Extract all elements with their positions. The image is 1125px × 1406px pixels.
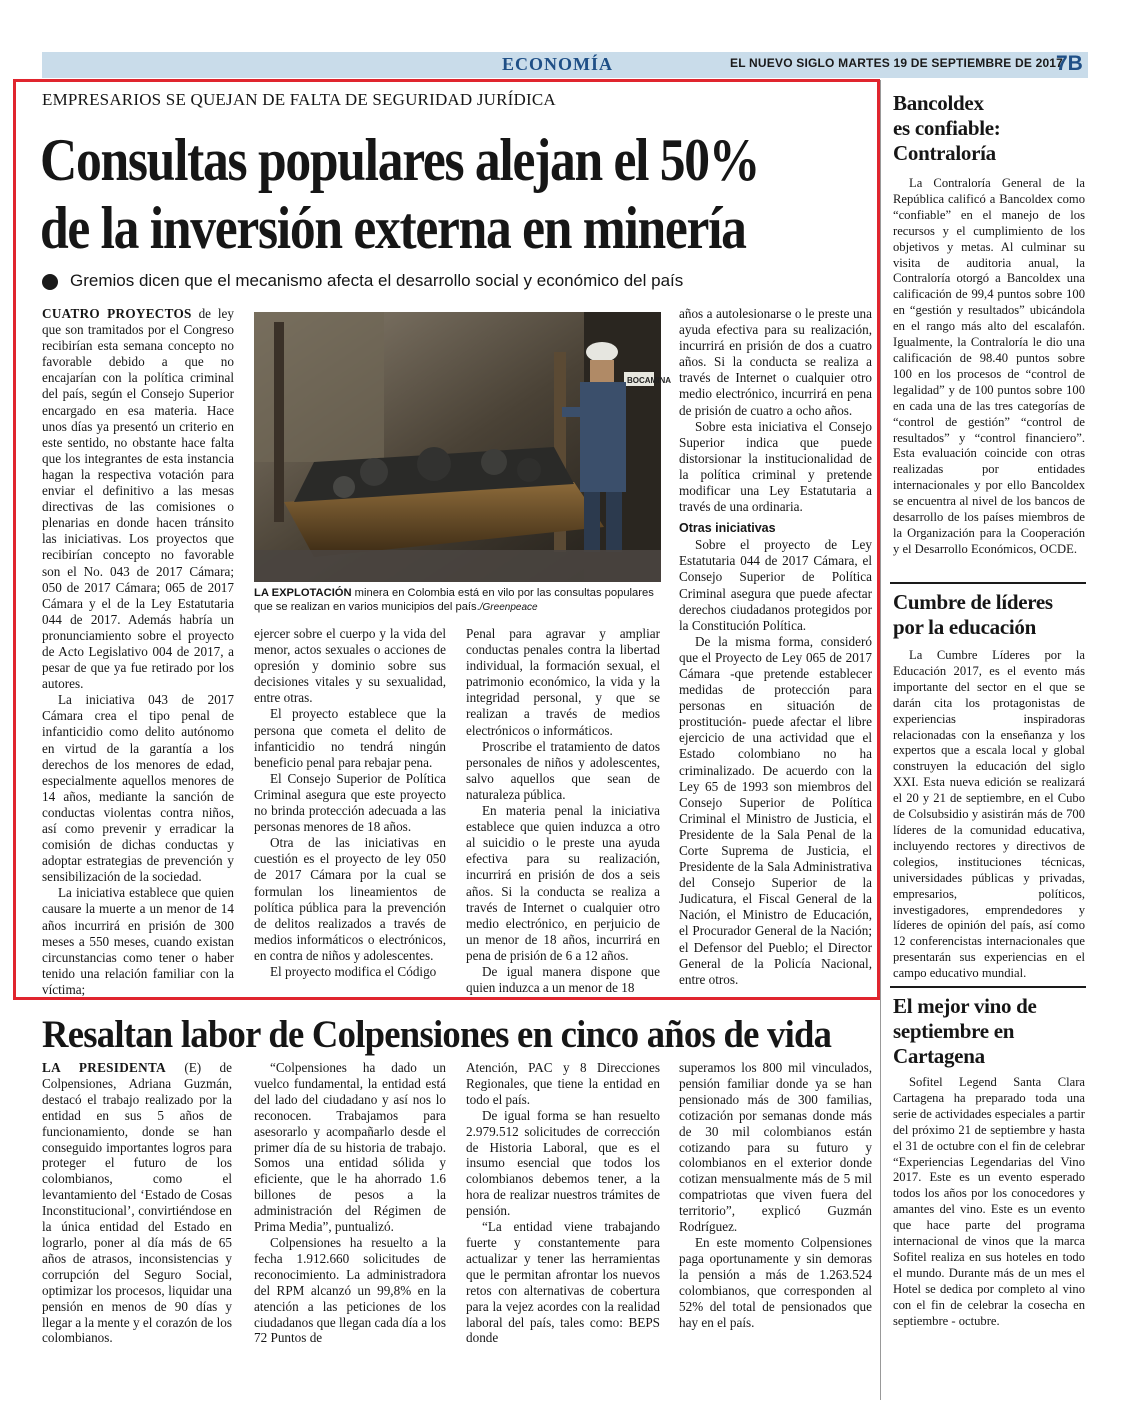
- article-paragraph: años a autolesionarse o le preste una ayuda efectiva para su realización, incurrirá en prisión de dos a cuatro años. Si la conducta se realiza a través de Internet o cualquier otro medio electrónico, incurrirá en pena de prisión de cuatro a ocho años.: [679, 306, 872, 418]
- column-divider: [880, 80, 881, 1400]
- sidebar-story-3-body: Sofitel Legend Santa Clara Cartagena ha preparado toda una serie de actividades especiales a partir del próximo 21 de septiembre y hasta el 31 de octubre con el fin de celebrar “Experiencias Legendarias del Vino 2017. Este es un evento esperado todos los años por los conocedores y amantes del vino. Este es un evento que hace parte del programa internacional de vinos que la marca Sofitel realiza en sus hoteles en todo el mundo. Durante más de un mes el Hotel se dedica por completo al vino con el fin de celebrar la cosecha en septiembre - octubre.: [893, 1075, 1085, 1328]
- article-paragraph: Otra de las iniciativas en cuestión es el proyecto de ley 050 de 2017 Cámara por la cual se formulan los lineamientos de política pública para la prevención de delitos realizados a través de medios informáticos o electrónicos, en contra de niños y adolescentes.: [254, 835, 446, 963]
- article-paragraph: ejercer sobre el cuerpo y la vida del menor, actos sexuales o acciones de opresión y dominio sobre sus decisiones vitales y su sexualidad, entre otras.: [254, 626, 446, 706]
- mining-photo: [254, 312, 671, 582]
- article-paragraph: En este momento Colpensiones paga oportunamente y sin demoras la pensión a más de 1.263.524 colombianos, que corresponden al 52% del total de pensionados que hay en el país.: [679, 1234, 872, 1330]
- sidebar-story-3-title: El mejor vino de septiembre en Cartagena: [893, 994, 1037, 1068]
- bullet-icon: [42, 274, 58, 290]
- article-paragraph: La iniciativa 043 de 2017 Cámara crea el tipo penal de infanticidio como delito autónomo en virtud de la garantía a los derechos de los menores de edad, especialmente aquellos menores de 14 años, mediante la sanción de conductas violentas contra niños, así como prevenir y erradicar la comisión de dichas conductas y adoptar estrategias de prevención y sensibilización de la sociedad.: [42, 692, 234, 885]
- article-paragraph: CUATRO PROYECTOS de ley que son tramitados por el Congreso recibirían esta semana concepto no favorable debido a que no encajarían con la política criminal del país, según el Consejo Superior encargado en esa materia. Hace unos días ya presentó un criterio en este sentido, no obstante hace falta que los integrantes de esta instancia hagan la respectiva votación para enviar el definitivo a las mesas directivas de las comisiones o plenarias en donde hacen tránsito las iniciativas. Los proyectos que recibirían concepto no favorable son el No. 043 de 2017 Cámara; 050 de 2017 Cámara; 065 de 2017 Cámara y el de la Ley Estatutaria 044 de 2017. Además habría un pronunciamiento sobre el proyecto de Acto Legislativo 004 de 2017, a pesar de que ya fue retirado por los autores.: [42, 306, 234, 692]
- kicker: EMPRESARIOS SE QUEJAN DE FALTA DE SEGURIDAD JURÍDICA: [42, 90, 556, 109]
- article-column-3: [466, 626, 660, 996]
- article-paragraph: Penal para agravar y ampliar conductas penales contra la libertad individual, la formación sexual, el patrimonio económico, la vida y la integridad personal, y que se realizan a través de medios electrónicos o informáticos.: [466, 626, 660, 738]
- article-paragraph: El proyecto establece que la persona que cometa el delito de infanticidio no tendrá ningún beneficio penal para rebajar pena.: [254, 706, 446, 770]
- article-paragraph: De igual forma se han resuelto 2.979.512 solicitudes de corrección de Historia Laboral, que es el insumo esencial que todos los colombianos debemos tener, a la hora de realizar nuestros trámites de pensión.: [466, 1107, 660, 1219]
- subhead: Otras iniciativas: [679, 521, 776, 536]
- headline-line-1: Consultas populares alejan el 50%: [40, 127, 760, 193]
- article-paragraph: “Colpensiones ha dado un vuelco fundamental, la entidad está del lado del ciudadano y así nos lo reconocen. Trabajamos para asesorarlo y acompañarlo desde el primer día de su historia de trabajo. Somos una entidad sólida y eficiente, que le ha ahorrado 1.6 billones de pesos a la administración del Régimen de Prima Media”, puntualizó.: [254, 1060, 446, 1235]
- article-paragraph: Sobre esta iniciativa el Consejo Superior indica que puede distorsionar la institucionalidad de la política criminal y pretende modificar una Ley Estatutaria a través de una ordinaria.: [679, 418, 872, 515]
- second-story-column-4: [679, 1060, 872, 1330]
- second-story-column-1: [42, 1060, 232, 1346]
- photo-sign: BOCAMINA: [627, 376, 671, 385]
- sidebar-rule: [890, 582, 1086, 584]
- article-paragraph: La iniciativa establece que quien causare la muerte a un menor de 14 años incurrirá en prisión de 300 meses a 550 meses, cuando existan circunstancias como tener o haber tenido una relación familiar con la víctima;: [42, 885, 234, 997]
- sidebar-rule: [890, 986, 1086, 988]
- article-paragraph: Colpensiones ha resuelto a la fecha 1.912.660 solicitudes de reconocimiento. La administradora del RPM alcanzó un 99,8% en la atención a las peticiones de los ciudadanos que llegan cada día a los 72 Puntos de: [254, 1234, 446, 1346]
- article-paragraph: “La entidad viene trabajando fuerte y constantemente para actualizar y tener las herramientas que le permitan afrontar los nuevos retos con alternativas de cobertura para la vejez acordes con la realidad laboral del país, tales como: BEPS donde: [466, 1219, 660, 1346]
- second-story-column-3: [466, 1060, 660, 1346]
- caption-lead: LA EXPLOTACIÓN: [254, 587, 352, 599]
- second-story-headline: Resaltan labor de Colpensiones en cinco años de vida: [42, 1013, 832, 1056]
- lead-word: CUATRO PROYECTOS: [42, 306, 192, 321]
- article-column-4: [679, 306, 872, 988]
- article-column-2: [254, 626, 446, 980]
- article-paragraph: En materia penal la iniciativa establece que quien induzca a otro al suicidio o le preste una ayuda efectiva para su realización, incurrirá en prisión de dos a seis años. Si la conducta se realiza a través de Internet o cualquier otro medio electrónico, en perjuicio de un menor de 18 años, incurrirá en pena de prisión de 6 a 12 años.: [466, 803, 660, 963]
- photo-credit: /Greenpeace: [479, 602, 538, 613]
- sidebar-story-1-body: La Contraloría General de la República calificó a Bancoldex como “confiable” en el manejo de los recursos y el cumplimiento de los objetivos y metas. Al culminar su visita de auditoria anual, la Contraloría otorgó a Bancoldex una calificación de 99,4 puntos sobre 100 en “gestión y resultados” ubicándola en el rango más alto del escalafón. Igualmente, la Contraloría le dio una calificación de 98.40 puntos sobre 100 en los procesos de “control de legalidad” y de 100 puntos sobre 100 en cada una de las tres categorías de “control de gestión” “control de resultados” y “control financiero”. Esta evaluación coincide con otras realizadas por entidades internacionales y por ello Bancoldex se encuentra al nivel de los bancos de desarrollo de los países miembros de la Organización para la Cooperación y el Desarrollo Económicos, OCDE.: [893, 176, 1085, 556]
- page-number: 7B: [1056, 52, 1083, 75]
- lead-word: LA PRESIDENTA: [42, 1060, 166, 1075]
- article-paragraph: El Consejo Superior de Política Criminal asegura que este proyecto no brinda protección adecuada a las personas menores de 18 años.: [254, 770, 446, 835]
- article-column-1: [42, 306, 234, 998]
- deck: Gremios dicen que el mecanismo afecta el desarrollo social y económico del país: [70, 271, 684, 290]
- article-paragraph: Sobre el proyecto de Ley Estatutaria 044 de 2017 Cámara, el Consejo Superior de Política Criminal asegura que puede afectar derechos ciudadanos protegidos por la Constitución Política.: [679, 537, 872, 633]
- article-paragraph: LA PRESIDENTA (E) de Colpensiones, Adriana Guzmán, destacó el trabajo realizado por la entidad en sus 5 años de funcionamiento, donde se han conseguido importantes logros para proteger el futuro de los colombianos, como el levantamiento del ‘Estado de Cosas Inconstitucional’, convirtiéndose en la única entidad del Estado en lograrlo, poner al día más de 65 años de atrasos, inconsistencias y corrupción del Seguro Social, optimizar los procesos, liquidar una pensión en menos de 90 días y llegar a la mente y el corazón de los colombianos.: [42, 1060, 232, 1346]
- sidebar-story-1-title: Bancoldex es confiable: Contraloría: [893, 91, 1001, 165]
- headline-line-2: de la inversión externa en minería: [40, 195, 746, 261]
- sidebar-story-2-title: Cumbre de líderes por la educación: [893, 590, 1053, 639]
- masthead-date: EL NUEVO SIGLO MARTES 19 DE SEPTIEMBRE DE 2017: [730, 56, 1064, 70]
- sidebar-story-2-body: La Cumbre Líderes por la Educación 2017, es el evento más importante del sector en el que se darán cita los protagonistas de experiencias inspiradoras relacionadas con la enseñanza y los expertos que a escala local y global construyen la educación del siglo XXI. Esta nueva edición se realizará el 20 y 21 de septiembre, en el Cubo de Colsubsidio y asistirán más de 700 líderes de la comunidad educativa, incluyendo rectores y directivos de colegios, instituciones técnicas, universidades públicas y privadas, empresarios, políticos, investigadores, emprendedores y líderes de opinión del país, así como 12 conferencistas internacionales que presentarán sus experiencias en el campo educativo mundial.: [893, 648, 1085, 981]
- section-label: ECONOMÍA: [502, 54, 613, 74]
- article-paragraph: El proyecto modifica el Código: [270, 963, 437, 979]
- article-paragraph: De la misma forma, consideró que el Proyecto de Ley 065 de 2017 Cámara -que pretende establecer medidas de protección para personas en situación de prostitución- puede afectar el libre ejercicio de una actividad que el Estado colombiano no ha criminalizado. De acuerdo con la Ley 65 de 1993 son miembros del Consejo Superior de Política Criminal el Ministro de Justicia, el Presidente de la Sala Penal de la Corte Suprema de Justicia, el Presidente de la Sala Administrativa del Consejo Superior de la Judicatura, el Fiscal General de la Nación, el Ministro de Educación, el Procurador General de la Nación; el Defensor del Pueblo; el Director General de la Policía Nacional, entre otros.: [679, 633, 872, 987]
- article-paragraph: De igual manera dispone que quien induzca a un menor de 18: [466, 963, 660, 996]
- article-paragraph: superamos los 800 mil vinculados, pensión familiar donde ya se han pensionado más de 300 familias, cotización por semanas donde más de 30 mil colombianos están cotizando para su futuro y colombianos en el exterior donde cotizan mensualmente más de 5 mil compatriotas que viven fuera del territorio”, explicó Guzmán Rodríguez.: [679, 1060, 872, 1235]
- photo-caption: LA EXPLOTACIÓN minera en Colombia está en vilo por las consultas populares que se realizan en varios municipios del país./Greenpeace: [254, 587, 654, 613]
- second-story-column-2: [254, 1060, 446, 1346]
- article-paragraph: Atención, PAC y 8 Direcciones Regionales, que tiene la entidad en todo el país.: [466, 1060, 660, 1107]
- article-paragraph: Proscribe el tratamiento de datos personales de niños y adolescentes, salvo aquellos que sean de naturaleza pública.: [466, 738, 660, 802]
